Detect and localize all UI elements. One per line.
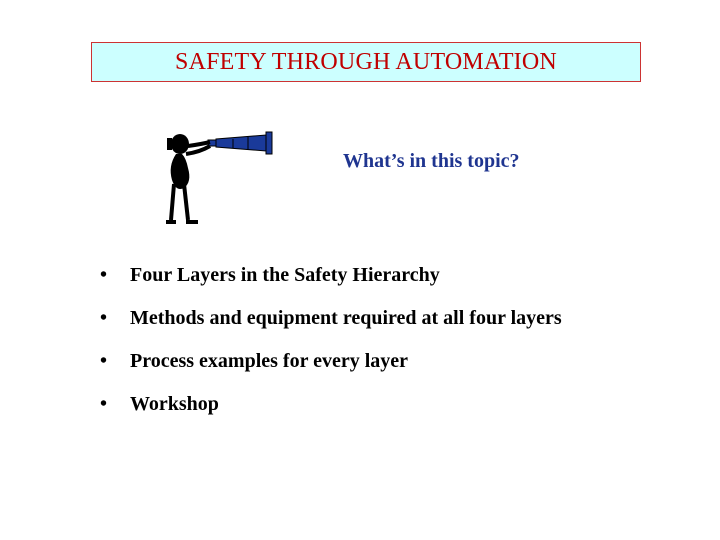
list-item (100, 305, 660, 332)
bullet-text: Four Layers in the Safety Hierarchy (130, 264, 440, 286)
telescope-person-icon (158, 122, 278, 232)
bullet-dot-icon: • (100, 350, 108, 372)
bullet-dot-icon: • (100, 393, 108, 415)
list-item (100, 391, 660, 418)
slide-title: SAFETY THROUGH AUTOMATION (175, 48, 557, 75)
topic-subtitle: What’s in this topic? (343, 150, 520, 172)
bullet-text: Process examples for every layer (130, 350, 409, 372)
bullet-text: Methods and equipment required at all four layers (130, 307, 562, 329)
title-box (91, 42, 641, 82)
bullet-text: Workshop (130, 393, 219, 415)
bullet-dot-icon: • (100, 307, 108, 329)
person-silhouette-icon (166, 134, 210, 222)
list-item (100, 348, 660, 375)
list-item (100, 262, 660, 289)
telescope-icon (208, 132, 272, 154)
bullet-dot-icon: • (100, 264, 108, 286)
bullet-list (100, 262, 660, 434)
